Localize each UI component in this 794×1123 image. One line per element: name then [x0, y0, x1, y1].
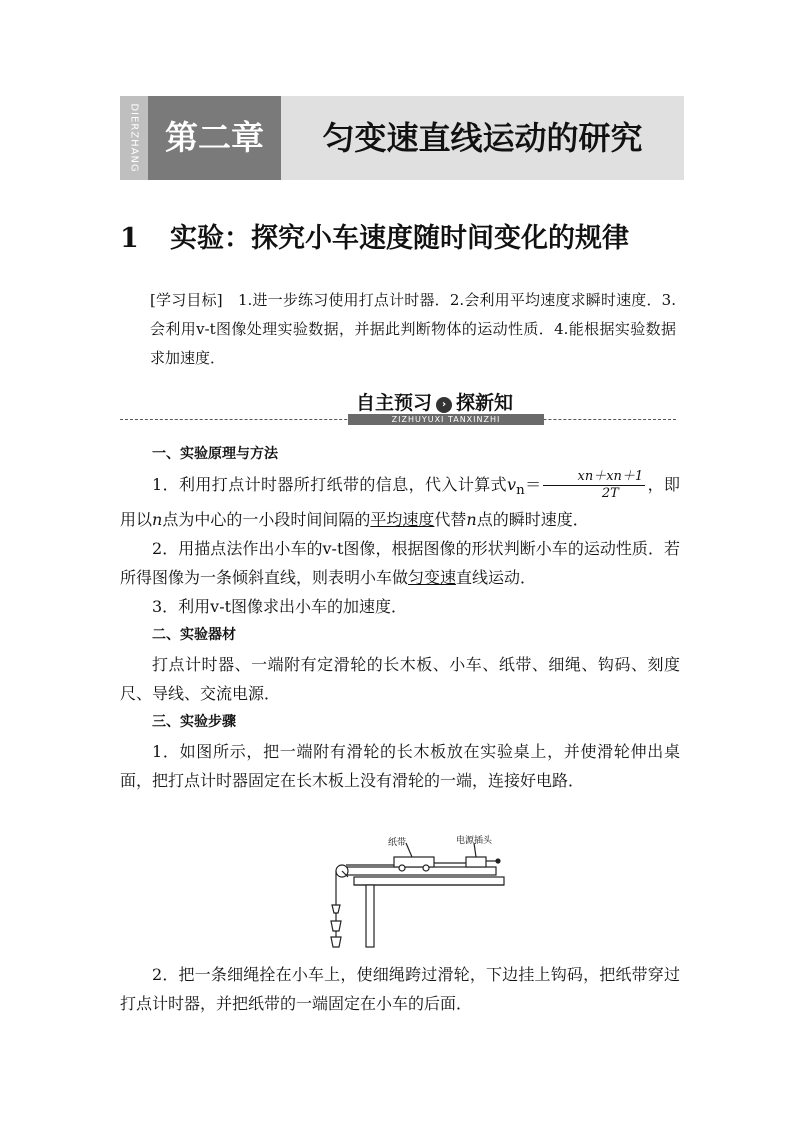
preview-divider	[120, 386, 676, 430]
label-paper-tape: 纸带	[388, 838, 407, 848]
paragraph-principle-1	[120, 469, 680, 534]
chapter-number: 第二章	[148, 96, 281, 180]
fraction-formula	[543, 469, 645, 502]
equals-sign: ＝	[524, 475, 542, 494]
text-span: ，即用以	[120, 475, 680, 530]
heading-principle: 一、实验原理与方法	[152, 446, 278, 462]
var-n: n	[466, 510, 477, 530]
preview-title	[356, 388, 513, 415]
section-title-text: 实验：探究小车速度随时间变化的规律	[170, 223, 629, 254]
chapter-side-label: DIERZHANG	[128, 103, 140, 173]
heading-equipment: 二、实验器材	[152, 627, 236, 644]
learning-goals	[120, 286, 676, 373]
text-span: 点为中心的一小段时间间隔的	[162, 510, 371, 530]
section-number: 1	[120, 223, 139, 254]
text-span: 2．用描点法作出小车的v-t图像，根据图像的形状判断小车的运动性质．若所得图像为一条倾斜直线，则表明小车做	[120, 539, 680, 588]
apparatus-diagram	[324, 835, 524, 955]
preview-banner	[348, 386, 678, 430]
text-span: 1．利用打点计时器所打纸带的信息，代入计算式	[152, 475, 508, 494]
paragraph-step-2: 2．把一条细绳拴在小车上，使细绳跨过滑轮，下边挂上钩码，把纸带穿过打点计时器，并把纸带的一端固定在小车的后面．	[120, 965, 680, 1013]
fraction-numerator: xn＋xn＋1	[543, 469, 645, 486]
preview-subtitle: ZIZHUYUXI TANXINZHI	[348, 414, 544, 425]
paragraph-step-1: 1．如图所示，把一端附有滑轮的长木板放在实验桌上，并使滑轮伸出桌面，把打点计时器固定在长木板上没有滑轮的一端，连接好电路．	[120, 742, 680, 791]
chapter-side-tab	[120, 96, 148, 180]
chapter-title: 匀变速直线运动的研究	[281, 96, 684, 180]
var-n: n	[152, 510, 163, 530]
text-span: 直线运动．	[456, 568, 537, 588]
preview-title-b: 探新知	[456, 392, 514, 414]
apparatus-figure	[324, 835, 524, 955]
preview-title-a: 自主预习	[356, 392, 433, 414]
text-span: 点的瞬时速度．	[476, 510, 589, 530]
chapter-banner	[120, 96, 684, 180]
section-title	[120, 216, 629, 255]
fraction-denominator: 2T	[601, 486, 619, 501]
content-body-2	[120, 960, 680, 1018]
var-v: v	[507, 475, 517, 494]
underlined-term: 匀变速	[408, 568, 457, 588]
underlined-term: 平均速度	[370, 510, 435, 530]
paragraph-principle-3: 3．利用v-t图像求出小车的加速度．	[152, 597, 408, 617]
text-span: 代替	[434, 510, 467, 530]
label-power-plug: 电源插头	[456, 836, 493, 846]
heading-steps: 三、实验步骤	[152, 714, 236, 731]
paragraph-principle-2	[120, 534, 680, 592]
paragraph-equipment: 打点计时器、一端附有定滑轮的长木板、小车、纸带、细绳、钩码、刻度尺、导线、交流电源．	[120, 655, 680, 704]
learning-goals-text: [学习目标] 1.进一步练习使用打点计时器．2.会利用平均速度求瞬时速度．3.会利用v-t图像处理实验数据，并据此判断物体的运动性质．4.能根据实验数据求加速度．	[150, 291, 676, 367]
content-body	[120, 440, 680, 795]
arrow-icon: ›	[436, 397, 452, 413]
var-n-sub: n	[516, 483, 525, 499]
